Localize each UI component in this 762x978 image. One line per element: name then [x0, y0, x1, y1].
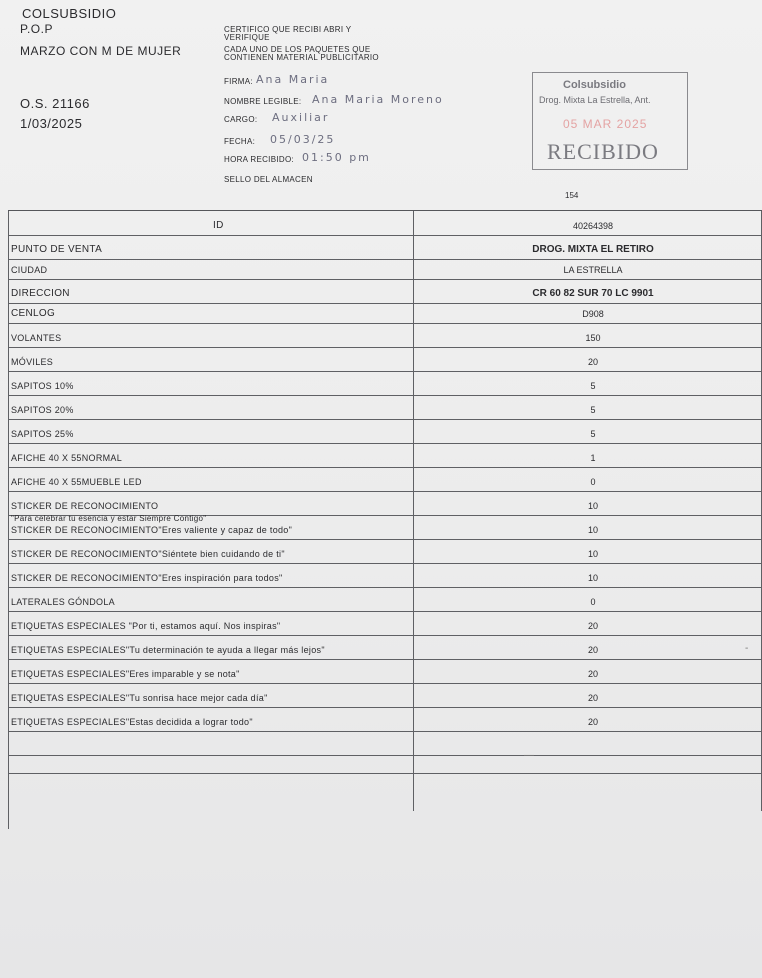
cargo-label: CARGO:	[224, 115, 258, 124]
row-label-secondary: "Para celebrar tu esencia y estar Siempre Contigo"	[11, 514, 207, 523]
certify-line-2: VERIFIQUE	[224, 33, 270, 42]
row-value: 10	[587, 549, 598, 559]
company-name: COLSUBSIDIO	[22, 6, 117, 21]
row-label: MÓVILES	[11, 357, 54, 367]
row-label: SAPITOS 25%	[11, 429, 74, 439]
table-row	[8, 259, 762, 280]
nombre-label: NOMBRE LEGIBLE:	[224, 97, 302, 106]
certify-line-3: CADA UNO DE LOS PAQUETES QUE	[224, 45, 371, 54]
row-value: 20	[587, 717, 598, 727]
row-label: SAPITOS 10%	[11, 381, 74, 391]
table-row	[8, 731, 762, 756]
certify-line-4: CONTIENEN MATERIAL PUBLICITARIO	[224, 53, 379, 62]
row-label: STICKER DE RECONOCIMIENTO"Eres valiente y capaz de todo"	[11, 525, 293, 535]
table-row	[8, 707, 762, 732]
page-number: 154	[565, 191, 579, 200]
table-row	[8, 563, 762, 588]
row-value: D908	[582, 309, 604, 319]
hora-label: HORA RECIBIDO:	[224, 155, 294, 164]
fecha-label: FECHA:	[224, 137, 256, 146]
row-label: ETIQUETAS ESPECIALES "Por ti, estamos aquí. Nos inspiras"	[11, 621, 281, 631]
row-value: 5	[590, 381, 596, 391]
row-label: LATERALES GÓNDOLA	[11, 597, 115, 607]
row-label: ID	[213, 220, 224, 231]
stamp-brand: Colsubsidio	[563, 79, 626, 91]
row-label: STICKER DE RECONOCIMIENTO	[11, 501, 159, 511]
firma-label: FIRMA:	[224, 77, 253, 86]
row-label: SAPITOS 20%	[11, 405, 74, 415]
table-row	[8, 491, 762, 523]
row-value: LA ESTRELLA	[563, 265, 623, 275]
table-row	[8, 371, 762, 396]
table-row	[8, 755, 762, 774]
hora-value: 01:50 pm	[302, 151, 371, 164]
table-row	[8, 683, 762, 708]
table-row	[8, 515, 762, 540]
stamp-store: Drog. Mixta La Estrella, Ant.	[539, 95, 651, 105]
table-row	[8, 587, 762, 612]
table-row	[8, 347, 762, 372]
row-value: 20	[587, 693, 598, 703]
row-value: 10	[587, 573, 598, 583]
row-value: 20	[587, 621, 598, 631]
row-label: STICKER DE RECONOCIMIENTO"Eres inspiración para todos"	[11, 573, 283, 583]
nombre-value: Ana Maria Moreno	[312, 93, 444, 106]
table-row	[8, 443, 762, 468]
row-label: ETIQUETAS ESPECIALES"Tu sonrisa hace mejor cada día"	[11, 693, 268, 703]
stamp-date: 05 MAR 2025	[563, 117, 648, 131]
row-value: 10	[587, 525, 598, 535]
row-value: 20	[587, 669, 598, 679]
row-label: CENLOG	[11, 308, 56, 319]
table-row	[8, 659, 762, 684]
row-value: 20	[587, 645, 598, 655]
pen-mark: -	[745, 643, 749, 654]
row-label: AFICHE 40 X 55MUEBLE LED	[11, 477, 142, 487]
row-label: AFICHE 40 X 55NORMAL	[11, 453, 123, 463]
row-label: PUNTO DE VENTA	[11, 244, 103, 255]
row-label: DIRECCION	[11, 288, 70, 299]
row-label: ETIQUETAS ESPECIALES"Tu determinación te ayuda a llegar más lejos"	[11, 645, 325, 655]
fecha-value: 05/03/25	[270, 133, 336, 146]
order-number: O.S. 21166	[20, 96, 90, 111]
row-value: 1	[590, 453, 596, 463]
table-row	[8, 467, 762, 492]
row-value: 40264398	[572, 221, 614, 231]
table-row	[8, 635, 762, 660]
row-value: 20	[587, 357, 598, 367]
stamp-status: RECIBIDO	[547, 139, 659, 164]
received-stamp	[532, 72, 688, 170]
table-row	[8, 211, 762, 236]
certify-line-1: CERTIFICO QUE RECIBI ABRI Y	[224, 25, 352, 34]
row-value: DROG. MIXTA EL RETIRO	[532, 244, 654, 255]
table-row	[8, 611, 762, 636]
row-label: ETIQUETAS ESPECIALES"Estas decidida a lograr todo"	[11, 717, 253, 727]
table-row	[8, 323, 762, 348]
row-label: CIUDAD	[11, 265, 48, 275]
row-label: STICKER DE RECONOCIMIENTO"Siéntete bien cuidando de ti"	[11, 549, 285, 559]
pop-label: P.O.P	[20, 22, 53, 36]
row-value: 10	[587, 501, 598, 511]
table-row	[8, 279, 762, 304]
table-row	[8, 539, 762, 564]
row-value: CR 60 82 SUR 70 LC 9901	[532, 288, 654, 299]
firma-signature: Ana Maria	[256, 73, 330, 86]
row-value: 0	[590, 477, 596, 487]
row-value: 5	[590, 405, 596, 415]
table-row	[8, 235, 762, 260]
row-value: 0	[590, 597, 596, 607]
campaign-title: MARZO CON M DE MUJER	[20, 44, 182, 58]
order-date: 1/03/2025	[20, 116, 83, 131]
row-label: ETIQUETAS ESPECIALES"Eres imparable y se nota"	[11, 669, 240, 679]
cargo-value: Auxiliar	[272, 111, 330, 124]
sello-label: SELLO DEL ALMACEN	[224, 175, 313, 184]
pen-mark: —	[524, 750, 534, 761]
table-row	[8, 303, 762, 324]
materials-table	[8, 210, 762, 829]
row-value: 5	[590, 429, 596, 439]
table-row	[8, 395, 762, 420]
row-value: 150	[585, 333, 601, 343]
row-label: VOLANTES	[11, 333, 62, 343]
table-row	[8, 419, 762, 444]
